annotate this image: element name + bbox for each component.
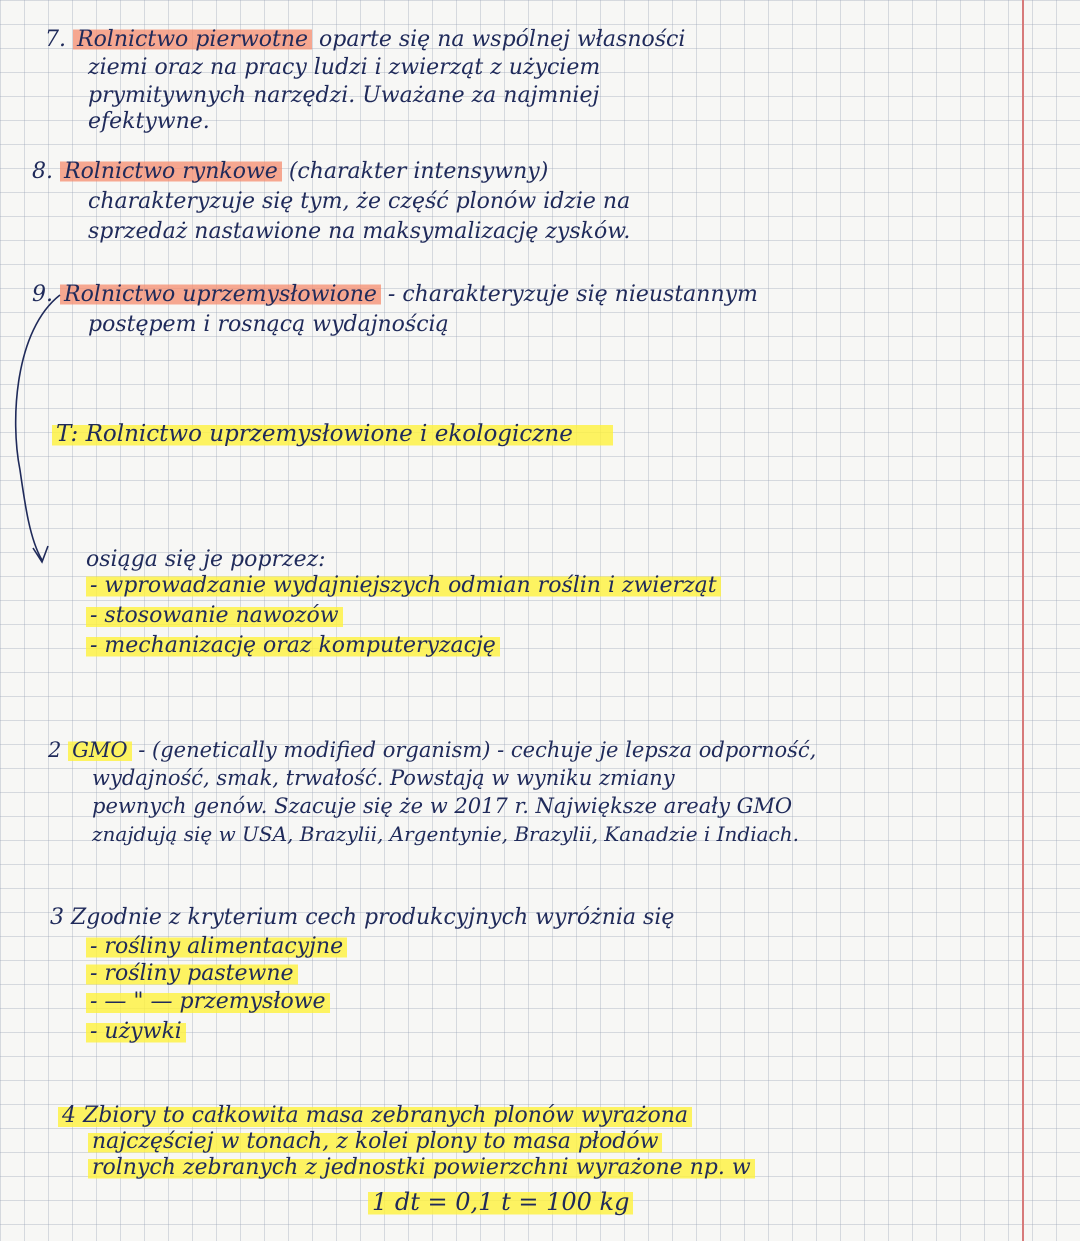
crops-bullet-3-text: - — " — przemysłowe: [86, 989, 330, 1014]
yield-line3: [88, 1156, 755, 1180]
gmo-definition-start: - (genetically modified organism) - cechuje je lepsza odporność,: [131, 738, 817, 762]
yield-line1-text: 4 Zbiory to całkowita masa zebranych plonów wyrażona: [58, 1103, 692, 1128]
gmo-line2: wydajność, smak, trwałość. Powstają w wyniku zmiany: [92, 766, 675, 790]
crops-bullet-2: [86, 962, 298, 986]
crops-bullet-4: [86, 1020, 186, 1044]
item7-definition-start: oparte się na wspólnej własności: [312, 27, 686, 52]
yield-line1: [58, 1104, 692, 1128]
item8-line3: sprzedaż nastawione na maksymalizację zysków.: [88, 219, 631, 244]
yield-line2-text: najczęściej w tonach, z kolei plony to masa płodów: [88, 1129, 662, 1154]
achieved-bullet-3-text: - mechanizację oraz komputeryzację: [86, 633, 500, 658]
item7-number: 7.: [45, 27, 66, 52]
gmo-line1: [48, 738, 816, 762]
item7-term: Rolnictwo pierwotne: [73, 27, 312, 52]
item7-line4: efektywne.: [88, 109, 210, 134]
topic-text: T: Rolnictwo uprzemysłowione i ekologiczne: [52, 421, 613, 447]
achieved-intro: osiąga się je poprzez:: [86, 547, 326, 572]
topic-heading: [52, 422, 613, 446]
item7-line2: ziemi oraz na pracy ludzi i zwierząt z użyciem: [88, 55, 601, 80]
yield-formula-text: 1 dt = 0,1 t = 100 kg: [368, 1188, 633, 1216]
achieved-bullet-1: [86, 574, 721, 598]
item8-term: Rolnictwo rynkowe: [60, 159, 282, 184]
item8-number: 8.: [32, 159, 53, 184]
yield-line2: [88, 1130, 662, 1154]
item9-line2: postępem i rosnącą wydajnością: [88, 312, 449, 337]
item9-definition-start: - charakteryzuje się nieustannym: [380, 282, 758, 307]
crops-intro: 3 Zgodnie z kryterium cech produkcyjnych wyróżnia się: [50, 905, 675, 930]
achieved-bullet-2-text: - stosowanie nawozów: [86, 603, 343, 628]
gmo-line3: pewnych genów. Szacuje się że w 2017 r. Największe areały GMO: [92, 794, 793, 818]
item8-line2: charakteryzuje się tym, że część plonów idzie na: [88, 189, 631, 214]
crops-bullet-3: [86, 990, 330, 1014]
item8-definition-start: (charakter intensywny): [281, 159, 549, 184]
yield-line3-text: rolnych zebranych z jednostki powierzchni wyrażone np. w: [88, 1155, 755, 1180]
gmo-number: 2: [48, 738, 62, 762]
crops-bullet-1-text: - rośliny alimentacyjne: [86, 934, 347, 959]
achieved-bullet-2: [86, 604, 343, 628]
yield-formula: [368, 1190, 633, 1214]
crops-bullet-1: [86, 935, 347, 959]
gmo-term: GMO: [68, 738, 132, 762]
achieved-bullet-1-text: - wprowadzanie wydajniejszych odmian roślin i zwierząt: [86, 573, 721, 598]
item9-number: 9.: [32, 282, 53, 307]
crops-bullet-4-text: - używki: [86, 1019, 186, 1044]
achieved-bullet-3: [86, 634, 500, 658]
crops-bullet-2-text: - rośliny pastewne: [86, 961, 298, 986]
gmo-line4: znajdują się w USA, Brazylii, Argentynie, Brazylii, Kanadzie i Indiach.: [92, 822, 799, 846]
item9-term: Rolnictwo uprzemysłowione: [60, 282, 381, 307]
item7-line3: prymitywnych narzędzi. Uważane za najmniej: [88, 83, 600, 108]
